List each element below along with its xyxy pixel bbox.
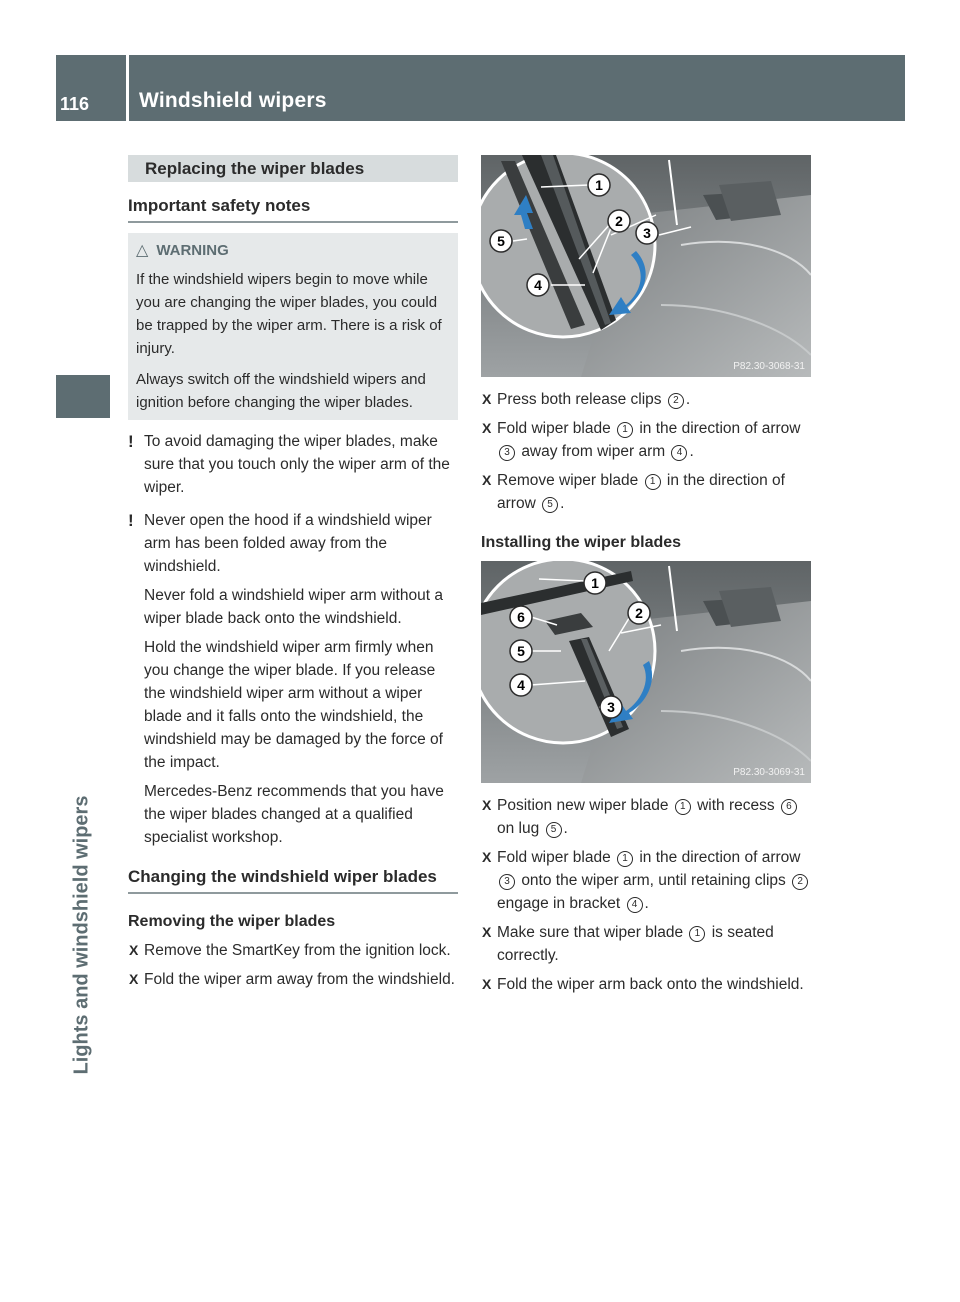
chapter-tab: [56, 375, 110, 418]
step-marker-icon: X: [129, 942, 139, 958]
callout-3: 3: [607, 699, 615, 715]
page-number: 116: [60, 94, 90, 114]
callout-ref-3: 3: [499, 874, 515, 890]
step-text: Press both release clips: [497, 391, 662, 408]
installing-heading: Installing the wiper blades: [481, 534, 682, 551]
step-text: with recess: [697, 797, 775, 814]
step-item: [481, 388, 816, 411]
callout-6: 6: [517, 609, 525, 625]
callout-1: 1: [591, 575, 599, 591]
image-reference: P82.30-3068-31: [733, 361, 805, 372]
step-marker-icon: X: [482, 797, 492, 813]
changing-heading: Changing the windshield wiper blades: [128, 865, 458, 894]
step-marker-icon: X: [482, 976, 492, 992]
warning-box: [128, 233, 458, 420]
section-title: Replacing the wiper blades: [128, 155, 458, 182]
callout-ref-5: 5: [546, 822, 562, 838]
step-text-end: .: [563, 820, 568, 837]
step-marker-icon: X: [482, 472, 492, 488]
wiper-installation-illustration: [481, 561, 811, 783]
step-text: Remove the SmartKey from the ignition lock.: [144, 942, 451, 959]
step-text: in the direction of arrow: [639, 420, 801, 437]
callout-ref-2: 2: [668, 393, 684, 409]
right-column-upper: [481, 388, 816, 554]
note-2-text-3: Hold the windshield wiper arm firmly when you change the wiper blade. If you release the windshield wiper arm without a wiper blade and it falls onto the windshield, the windshield may be damaged by the force of the impact.: [144, 639, 443, 771]
callout-2: 2: [615, 213, 623, 229]
note-2-text-2: Never fold a windshield wiper arm without a wiper blade back onto the windshield.: [144, 587, 443, 627]
step-text-end: .: [560, 495, 565, 512]
step-marker-icon: X: [482, 849, 492, 865]
step-item: [481, 973, 816, 996]
warning-heading: [136, 239, 450, 262]
callout-3: 3: [643, 225, 651, 241]
step-text: in the direction of arrow: [639, 849, 801, 866]
note-1-text: To avoid damaging the wiper blades, make sure that you touch only the wiper arm of the wiper.: [144, 433, 450, 496]
step-item: [481, 794, 816, 840]
callout-ref-5: 5: [542, 497, 558, 513]
step-text: Fold wiper blade: [497, 420, 611, 437]
step-text: on lug: [497, 820, 540, 837]
step-text: away from wiper arm: [521, 443, 666, 460]
step-marker-icon: X: [482, 420, 492, 436]
image-reference: P82.30-3069-31: [733, 767, 805, 778]
step-text: in the direction of arrow: [497, 472, 785, 512]
step-item: [481, 469, 816, 515]
callout-ref-1: 1: [675, 799, 691, 815]
step-text: Position new wiper blade: [497, 797, 669, 814]
callout-5: 5: [517, 643, 525, 659]
step-item: [128, 968, 458, 991]
warning-text-1: If the windshield wipers begin to move while you are changing the wiper blades, you could be trapped by the wiper arm. There is a risk of injury.: [136, 271, 442, 357]
step-text: Fold the wiper arm away from the windshield.: [144, 971, 455, 988]
callout-ref-1: 1: [617, 422, 633, 438]
chapter-label: Lights and windshield wipers: [70, 795, 93, 1075]
note-2: [128, 509, 458, 849]
warning-text-2: Always switch off the windshield wipers and ignition before changing the wiper blades.: [136, 371, 426, 411]
step-marker-icon: X: [129, 971, 139, 987]
note-2-text-4: Mercedes-Benz recommends that you have the wiper blades changed at a qualified specialist workshop.: [144, 783, 444, 846]
step-text-end: .: [689, 443, 694, 460]
step-text: Fold the wiper arm back onto the windshield.: [497, 976, 804, 993]
caution-icon: !: [128, 432, 134, 451]
callout-4: 4: [517, 677, 525, 693]
warning-triangle-icon: △: [136, 242, 149, 259]
callout-5: 5: [497, 233, 505, 249]
step-marker-icon: X: [482, 924, 492, 940]
callout-2: 2: [635, 605, 643, 621]
callout-4: 4: [534, 277, 542, 293]
header-title: Windshield wipers: [139, 89, 327, 112]
step-text: Remove wiper blade: [497, 472, 639, 489]
callout-ref-4: 4: [671, 445, 687, 461]
wiper-removal-drawing: [481, 155, 811, 377]
note-2-text-1: Never open the hood if a windshield wiper arm has been folded away from the windshield.: [144, 512, 432, 575]
step-item: [481, 921, 816, 967]
callout-ref-3: 3: [499, 445, 515, 461]
wiper-removal-illustration: [481, 155, 811, 377]
removing-heading: Removing the wiper blades: [128, 913, 336, 930]
step-text-end: .: [685, 391, 691, 408]
callout-ref-4: 4: [627, 897, 643, 913]
callout-ref-2: 2: [792, 874, 808, 890]
step-text: Fold wiper blade: [497, 849, 611, 866]
step-text: is seated correctly.: [497, 924, 774, 964]
step-item: [481, 846, 816, 915]
callout-1: 1: [595, 177, 603, 193]
step-text: engage in bracket: [497, 895, 621, 912]
step-marker-icon: X: [482, 391, 492, 407]
step-text-end: .: [644, 895, 649, 912]
left-column: [128, 155, 458, 991]
callout-ref-1: 1: [617, 851, 633, 867]
callout-ref-1: 1: [645, 474, 661, 490]
header-divider: [126, 55, 129, 121]
caution-icon: !: [128, 511, 134, 530]
callout-ref-6: 6: [781, 799, 797, 815]
step-text: Make sure that wiper blade: [497, 924, 684, 941]
wiper-installation-drawing: [481, 561, 811, 783]
warning-title: WARNING: [156, 242, 229, 259]
step-item: [128, 939, 458, 962]
step-item: [481, 417, 816, 463]
note-1: [128, 430, 458, 499]
safety-heading: Important safety notes: [128, 194, 458, 223]
right-column-lower: [481, 794, 816, 996]
callout-ref-1: 1: [689, 926, 705, 942]
step-text: onto the wiper arm, until retaining clips: [521, 872, 786, 889]
